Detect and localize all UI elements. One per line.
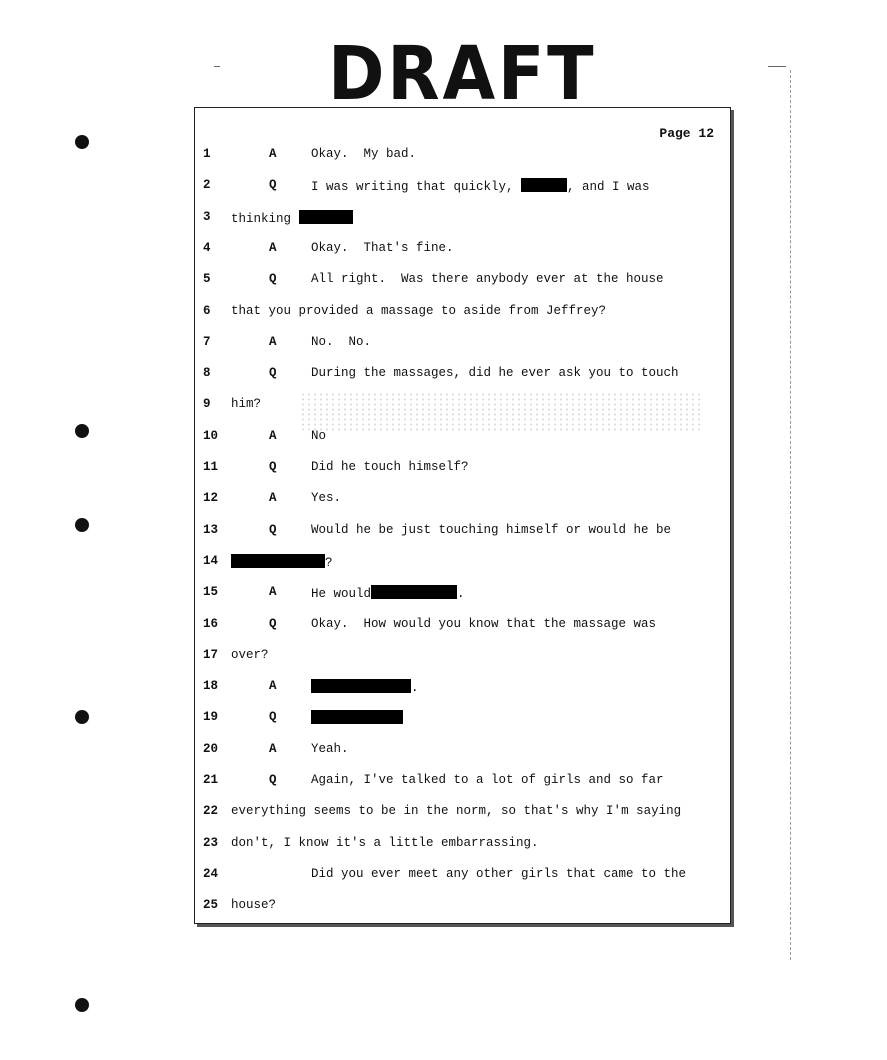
redaction-box bbox=[521, 178, 567, 192]
speaker-label: Q bbox=[269, 710, 277, 725]
text-segment: Yes. bbox=[311, 491, 342, 506]
line-number: 4 bbox=[203, 240, 211, 255]
line-number: 1 bbox=[203, 147, 211, 161]
speaker-label: A bbox=[269, 679, 277, 694]
text-segment: Okay. How would you know that the massage was bbox=[311, 616, 657, 631]
line-text bbox=[311, 460, 469, 474]
line-number: 14 bbox=[203, 553, 219, 568]
speaker-label: Q bbox=[269, 178, 277, 193]
text-segment: Did you ever meet any other girls that came to the bbox=[311, 866, 687, 881]
text-segment: Okay. That's fine. bbox=[311, 240, 454, 255]
line-number: 23 bbox=[203, 835, 219, 850]
line-number: 13 bbox=[203, 522, 219, 537]
line-text bbox=[311, 429, 326, 443]
line-number: 22 bbox=[203, 804, 219, 819]
line-text bbox=[311, 585, 465, 601]
line-text bbox=[311, 491, 341, 505]
text-segment: No bbox=[311, 428, 327, 443]
line-text bbox=[231, 898, 276, 912]
text-segment: house? bbox=[231, 898, 277, 913]
scan-mark bbox=[768, 66, 786, 67]
line-number: 5 bbox=[203, 272, 211, 287]
text-segment: , and I was bbox=[567, 180, 650, 195]
speaker-label: Q bbox=[269, 773, 277, 787]
punch-hole bbox=[75, 998, 89, 1012]
line-text bbox=[311, 742, 349, 756]
line-text bbox=[311, 335, 371, 349]
text-segment: Okay. My bad. bbox=[311, 147, 417, 161]
text-segment: Would he be just touching himself or would he be bbox=[311, 522, 672, 537]
text-segment: Again, I've talked to a lot of girls and so far bbox=[311, 773, 664, 787]
line-number: 17 bbox=[203, 647, 219, 662]
line-text bbox=[231, 804, 681, 818]
redaction-box bbox=[299, 210, 353, 224]
text-segment: No. No. bbox=[311, 334, 372, 349]
line-number: 2 bbox=[203, 178, 211, 193]
line-number: 8 bbox=[203, 366, 211, 381]
redaction-box bbox=[371, 585, 457, 599]
text-segment: over? bbox=[231, 647, 269, 662]
speaker-label: A bbox=[269, 334, 277, 349]
text-segment: All right. Was there anybody ever at the house bbox=[311, 272, 664, 287]
transcript-page bbox=[194, 107, 731, 924]
line-text bbox=[231, 554, 333, 570]
speaker-label: A bbox=[269, 491, 277, 506]
text-segment: thinking bbox=[231, 211, 299, 226]
line-number: 6 bbox=[203, 303, 211, 318]
line-number: 7 bbox=[203, 334, 211, 349]
text-segment: that you provided a massage to aside from Jeffrey? bbox=[231, 303, 607, 318]
line-text bbox=[231, 210, 353, 226]
line-text bbox=[231, 836, 539, 850]
text-segment: ? bbox=[325, 555, 333, 570]
line-number: 15 bbox=[203, 585, 219, 600]
text-segment: He would bbox=[311, 587, 372, 602]
line-number: 21 bbox=[203, 773, 219, 787]
line-text bbox=[231, 648, 269, 662]
speaker-label: Q bbox=[269, 366, 277, 381]
line-number: 3 bbox=[203, 209, 211, 224]
line-text bbox=[311, 272, 664, 286]
speaker-label: A bbox=[269, 585, 277, 600]
punch-hole bbox=[75, 710, 89, 724]
line-text bbox=[311, 147, 416, 161]
punch-hole bbox=[75, 518, 89, 532]
line-text bbox=[311, 867, 686, 881]
redaction-box bbox=[231, 554, 325, 568]
line-text bbox=[231, 304, 606, 318]
text-segment: I was writing that quickly, bbox=[311, 180, 522, 195]
line-text bbox=[311, 178, 650, 194]
speaker-label: Q bbox=[269, 460, 277, 474]
line-text bbox=[311, 679, 419, 695]
speaker-label: A bbox=[269, 240, 277, 255]
text-segment: . bbox=[457, 587, 465, 602]
line-text bbox=[311, 617, 656, 631]
line-number: 19 bbox=[203, 710, 219, 725]
line-number: 10 bbox=[203, 428, 219, 443]
redaction-box bbox=[311, 679, 411, 693]
speaker-label: Q bbox=[269, 616, 277, 631]
line-number: 16 bbox=[203, 616, 219, 631]
line-number: 25 bbox=[203, 898, 219, 913]
text-segment: him? bbox=[231, 397, 262, 412]
line-number: 20 bbox=[203, 741, 219, 756]
line-number: 12 bbox=[203, 491, 219, 506]
text-segment: During the massages, did he ever ask you to touch bbox=[311, 366, 679, 381]
scan-margin-line bbox=[790, 70, 793, 960]
line-text bbox=[311, 241, 454, 255]
page-number: Page 12 bbox=[659, 126, 714, 141]
speaker-label: Q bbox=[269, 522, 277, 537]
redaction-box bbox=[311, 710, 403, 724]
punch-hole bbox=[75, 135, 89, 149]
text-segment: Did he touch himself? bbox=[311, 460, 469, 474]
speaker-label: A bbox=[269, 147, 277, 161]
scan-mark bbox=[214, 66, 220, 67]
line-number: 11 bbox=[203, 460, 219, 474]
speaker-label: A bbox=[269, 741, 277, 756]
line-text bbox=[311, 523, 671, 537]
line-text bbox=[311, 366, 679, 380]
text-segment: Yeah. bbox=[311, 741, 349, 756]
speaker-label: A bbox=[269, 428, 277, 443]
line-number: 9 bbox=[203, 397, 211, 412]
line-text bbox=[231, 397, 261, 411]
line-text bbox=[311, 710, 403, 726]
speaker-label: Q bbox=[269, 272, 277, 287]
line-text bbox=[311, 773, 664, 787]
draft-stamp: DRAFT bbox=[328, 31, 597, 117]
line-number: 24 bbox=[203, 866, 219, 881]
line-number: 18 bbox=[203, 679, 219, 694]
text-segment: . bbox=[411, 681, 419, 696]
punch-hole bbox=[75, 424, 89, 438]
text-segment: everything seems to be in the norm, so that's why I'm saying bbox=[231, 804, 682, 819]
text-segment: don't, I know it's a little embarrassing. bbox=[231, 835, 539, 850]
